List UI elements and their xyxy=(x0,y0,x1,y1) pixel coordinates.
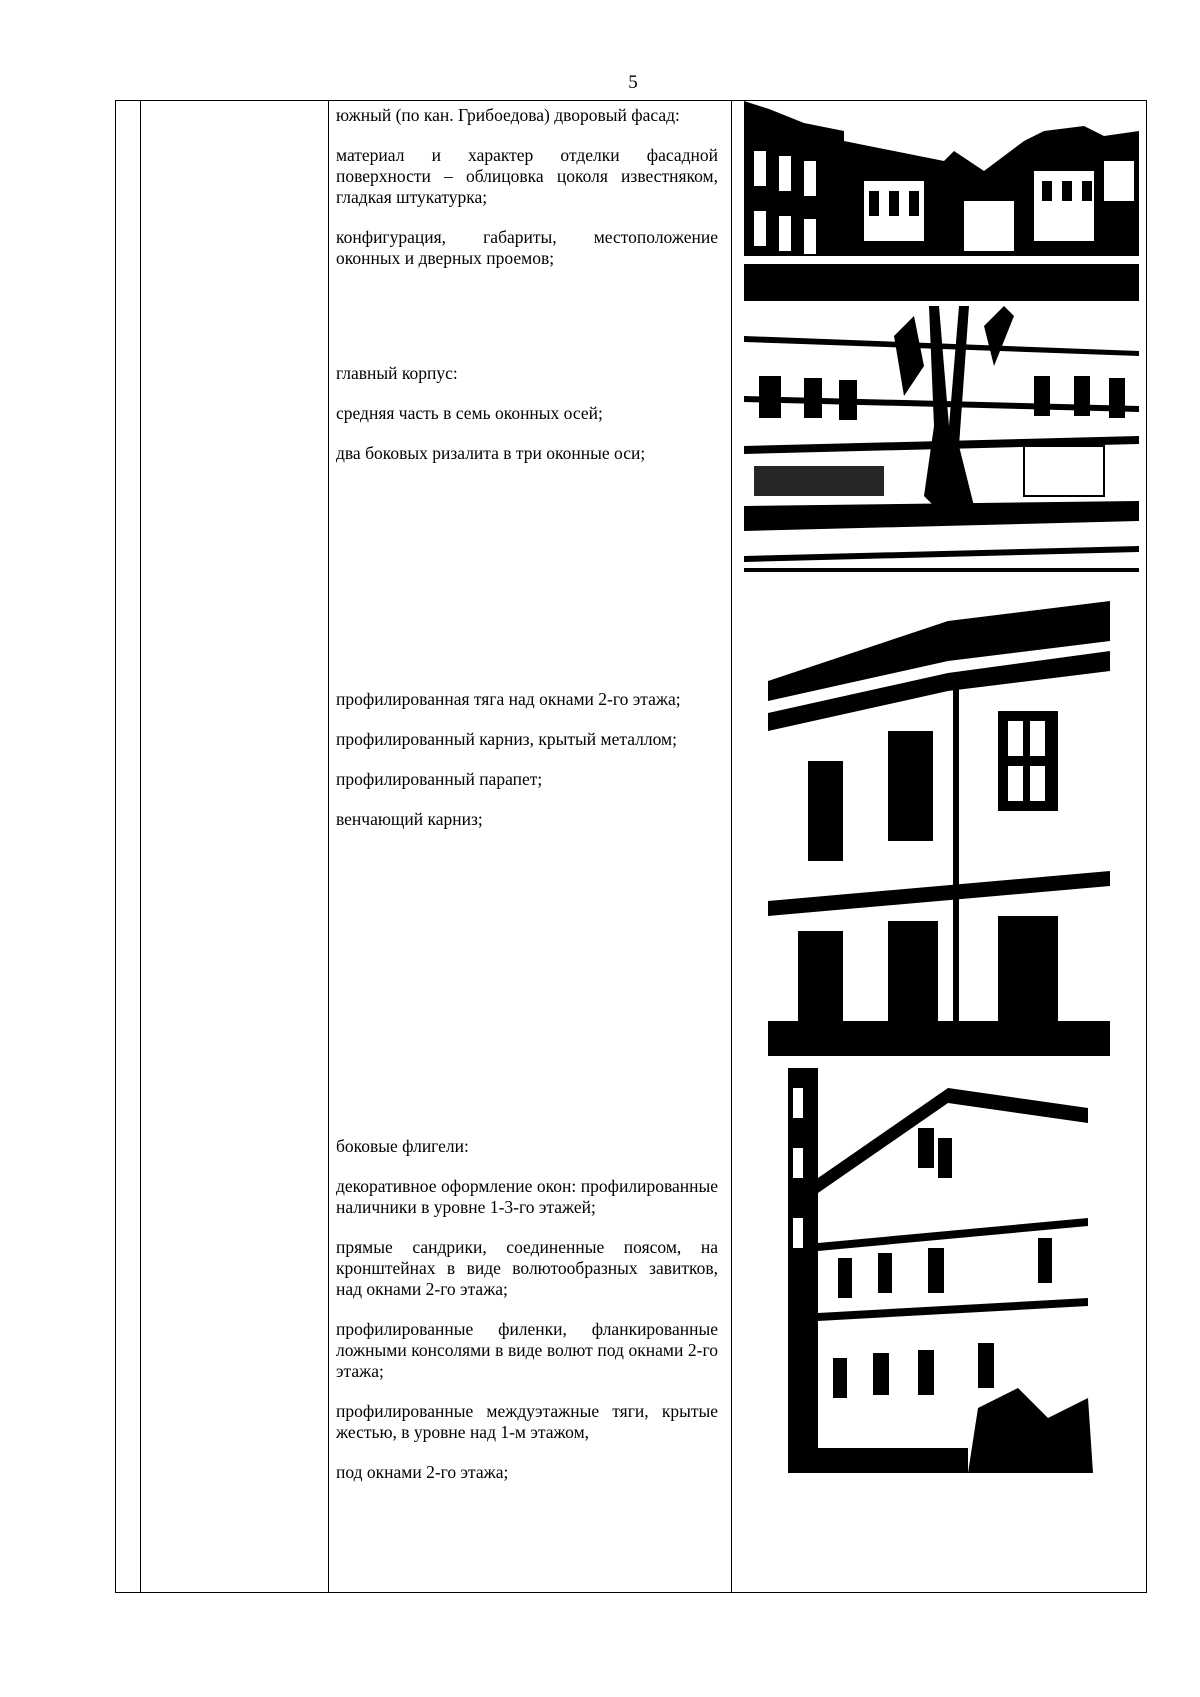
paragraph: профилированная тяга над окнами 2-го этажа; xyxy=(336,689,681,709)
building-photo-side-wing-icon xyxy=(788,1068,1093,1473)
text-block-side-wings xyxy=(336,1136,718,1483)
paragraph: два боковых ризалита в три оконные оси; xyxy=(336,443,646,463)
column-divider-3 xyxy=(731,101,732,1592)
paragraph: под окнами 2-го этажа; xyxy=(336,1462,509,1482)
description-table xyxy=(115,100,1147,1593)
paragraph: декоративное оформление окон: профилированные наличники в уровне 1-3-го этажей; xyxy=(336,1176,718,1217)
paragraph: южный (по кан. Грибоедова) дворовый фасад: xyxy=(336,105,680,125)
paragraph: конфигурация, габариты, местоположение оконных и дверных проемов; xyxy=(336,227,718,268)
text-block-cornice xyxy=(336,689,718,830)
text-block-main-corps xyxy=(336,363,718,464)
page-number: 5 xyxy=(628,72,638,93)
paragraph: профилированные междуэтажные тяги, крытые жестью, в уровне над 1-м этажом, xyxy=(336,1401,718,1442)
building-photo-cornice-detail-icon xyxy=(768,601,1110,1056)
column-divider-1 xyxy=(140,101,141,1592)
building-photo-courtyard-facade-icon xyxy=(744,101,1139,301)
paragraph: средняя часть в семь оконных осей; xyxy=(336,403,603,423)
building-photo-main-corps-icon xyxy=(744,306,1139,586)
paragraph: боковые флигели: xyxy=(336,1136,469,1156)
text-block-courtyard-facade xyxy=(336,105,718,269)
paragraph: венчающий карниз; xyxy=(336,809,483,829)
description-column xyxy=(336,101,721,1592)
paragraph: профилированные филенки, фланкированные ложными консолями в виде волют под окнами 2-го этажа; xyxy=(336,1319,718,1381)
paragraph: прямые сандрики, соединенные поясом, на кронштейнах в виде волютообразных завитков, над окнами 2-го этажа; xyxy=(336,1237,718,1299)
paragraph: профилированный парапет; xyxy=(336,769,543,789)
paragraph: главный корпус: xyxy=(336,363,458,383)
paragraph: материал и характер отделки фасадной поверхности – облицовка цоколя известняком, гладкая штукатурка; xyxy=(336,145,718,207)
column-divider-2 xyxy=(328,101,329,1592)
paragraph: профилированный карниз, крытый металлом; xyxy=(336,729,677,749)
